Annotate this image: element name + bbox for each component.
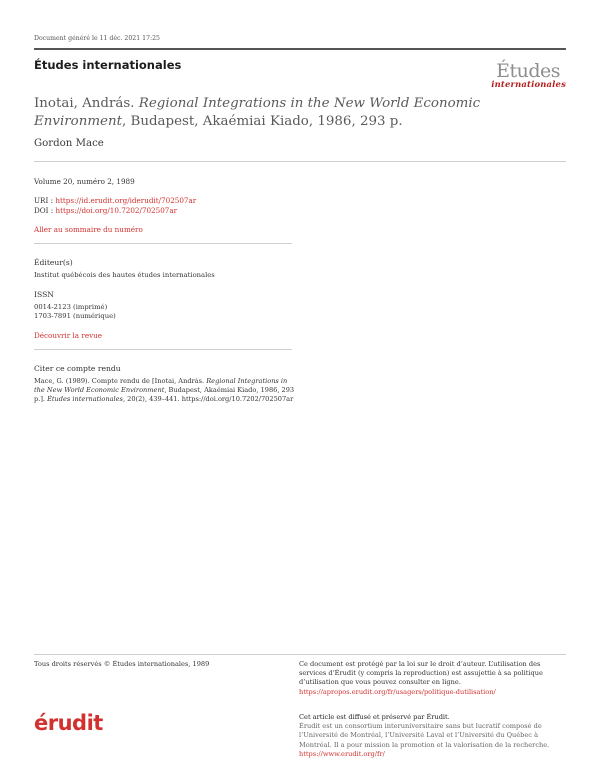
author-name: Gordon Mace (34, 138, 104, 149)
publisher-name: Institut québécois des hautes études internationales (34, 271, 215, 279)
usage-policy (299, 660, 567, 697)
divider (34, 349, 292, 350)
doi-line (34, 206, 177, 216)
footer-divider (34, 654, 566, 655)
top-divider (34, 48, 566, 50)
citation-part: , Budapest, Akaémiai Kiado, 1986, 293 p.]. (34, 386, 295, 404)
issn-label: ISSN (34, 290, 54, 299)
erudit-link[interactable]: https://www.erudit.org/fr/ (299, 749, 385, 758)
doi-label: DOI : (34, 206, 56, 215)
erudit-logo[interactable]: érudit (34, 711, 103, 735)
divider (34, 243, 292, 244)
citation-part: , 20(2), 439–441. https://doi.org/10.7202/702507ar (122, 395, 294, 404)
erudit-head: Cet article est diffusé et préservé par Érudit. (299, 713, 450, 721)
citation-book-title: Regional Integrations in the New World Economic Environment (34, 377, 288, 395)
article-title-book: Regional Integrations in the New World Economic Environment (34, 96, 481, 129)
journal-logo-sub: internationales (491, 79, 566, 89)
article-title-start: Inotai, András. (34, 96, 139, 111)
volume-info: Volume 20, numéro 2, 1989 (34, 177, 135, 186)
issn-print: 0014-2123 (imprimé) (34, 303, 108, 311)
issue-summary-link[interactable]: Aller au sommaire du numéro (34, 225, 143, 234)
article-title (34, 95, 554, 130)
citation-text (34, 377, 296, 405)
publisher-label: Éditeur(s) (34, 258, 73, 267)
erudit-info (299, 713, 567, 759)
copyright-notice: Tous droits réservés © Études internationales, 1989 (34, 660, 210, 668)
uri-line (34, 196, 196, 206)
usage-policy-text: Ce document est protégé par la loi sur le droit d’auteur. L’utilisation des services d’Érudit (y compris la reproduction) est assujettie à sa politique d’utilisation que vous pouvez consulter en ligne. (299, 660, 543, 687)
article-title-end: , Budapest, Akaémiai Kiado, 1986, 293 p. (121, 113, 403, 129)
citation-journal: Études internationales (47, 395, 123, 404)
generation-date: Document généré le 11 déc. 2021 17:25 (34, 35, 160, 42)
journal-logo (484, 60, 568, 90)
uri-link[interactable]: https://id.erudit.org/iderudit/702507ar (55, 196, 197, 205)
divider (34, 161, 566, 162)
issn-digital: 1703-7891 (numérique) (34, 312, 116, 320)
doi-link[interactable]: https://doi.org/10.7202/702507ar (55, 206, 178, 215)
citation-part: Mace, G. (1989). Compte rendu de [Inotai, András. (34, 377, 207, 385)
discover-journal-link[interactable]: Découvrir la revue (34, 331, 103, 340)
uri-label: URI : (34, 196, 56, 205)
journal-title: Études internationales (34, 58, 182, 72)
erudit-body: Érudit est un consortium interuniversitaire sans but lucratif composé de l’Université de Montréal, l’Université Laval et l’Université du Québec à Montréal. Il a pour mission la promotion et la valorisation de la recherche. (299, 722, 550, 749)
usage-policy-link[interactable]: https://apropos.erudit.org/fr/usagers/politique-dutilisation/ (299, 687, 496, 696)
journal-logo-main: Études (496, 60, 560, 82)
cite-label: Citer ce compte rendu (34, 364, 121, 373)
